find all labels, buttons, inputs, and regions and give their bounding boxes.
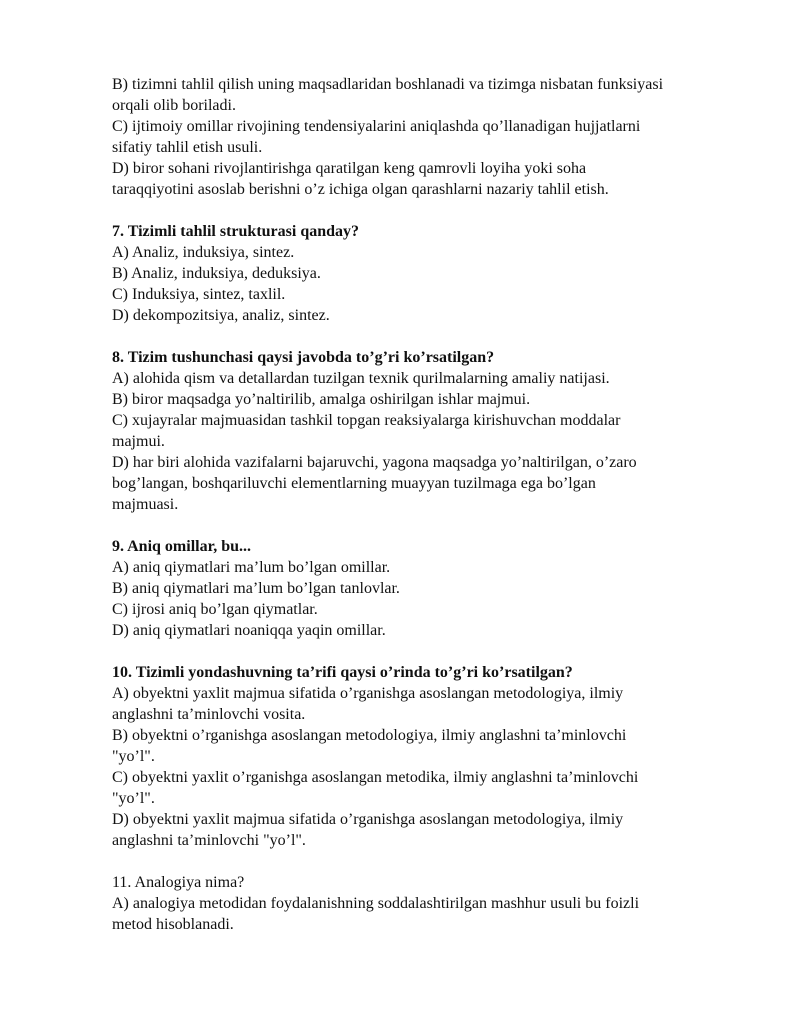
document-page bbox=[112, 74, 752, 935]
answer-line: majmuasi. bbox=[112, 496, 179, 513]
answer-line: sifatiy tahlil etish usuli. bbox=[112, 139, 263, 156]
answer-line: taraqqiyotini asoslab berishni o’z ichiga olgan qarashlarni nazariy tahlil etish. bbox=[112, 181, 609, 198]
answer-line: "yo’l". bbox=[112, 748, 155, 765]
answer-line: orqali olib boriladi. bbox=[112, 97, 236, 114]
answer-line: A) obyektni yaxlit majmua sifatida o’rganishga asoslangan metodologiya, ilmiy bbox=[112, 685, 624, 702]
answer-line: D) obyektni yaxlit majmua sifatida o’rganishga asoslangan metodologiya, ilmiy bbox=[112, 811, 624, 828]
question-9 bbox=[112, 536, 752, 641]
answer-line: C) xujayralar majmuasidan tashkil topgan reaksiyalarga kirishuvchan moddalar bbox=[112, 412, 621, 429]
answer-line: B) tizimni tahlil qilish uning maqsadlaridan boshlanadi va tizimga nisbatan funksiyasi bbox=[112, 76, 664, 93]
question-title: 7. Tizimli tahlil strukturasi qanday? bbox=[112, 223, 360, 240]
answer-line: metod hisoblanadi. bbox=[112, 916, 234, 933]
question-7 bbox=[112, 221, 752, 326]
question-8 bbox=[112, 347, 752, 515]
question-title: 9. Aniq omillar, bu... bbox=[112, 538, 252, 555]
spacer bbox=[112, 326, 752, 347]
answer-line: anglashni ta’minlovchi "yo’l". bbox=[112, 832, 306, 849]
spacer bbox=[112, 851, 752, 872]
answer-line: B) biror maqsadga yo’naltirilib, amalga oshirilgan ishlar majmui. bbox=[112, 391, 531, 408]
answer-line: B) aniq qiymatlari ma’lum bo’lgan tanlovlar. bbox=[112, 580, 400, 597]
spacer bbox=[112, 641, 752, 662]
answer-line: C) Induksiya, sintez, taxlil. bbox=[112, 286, 286, 303]
answer-line: A) Analiz, induksiya, sintez. bbox=[112, 244, 295, 261]
answer-line: A) aniq qiymatlari ma’lum bo’lgan omillar. bbox=[112, 559, 391, 576]
question-11 bbox=[112, 872, 752, 935]
answer-line: D) biror sohani rivojlantirishga qaratilgan keng qamrovli loyiha yoki soha bbox=[112, 160, 587, 177]
answer-line: B) obyektni o’rganishga asoslangan metodologiya, ilmiy anglashni ta’minlovchi bbox=[112, 727, 627, 744]
answer-line: "yo’l". bbox=[112, 790, 155, 807]
answer-line: A) analogiya metodidan foydalanishning soddalashtirilgan mashhur usuli bu foizli bbox=[112, 895, 640, 912]
question-10 bbox=[112, 662, 752, 851]
question-title: 11. Analogiya nima? bbox=[112, 874, 245, 891]
spacer bbox=[112, 515, 752, 536]
answer-line: majmui. bbox=[112, 433, 165, 450]
answer-line: anglashni ta’minlovchi vosita. bbox=[112, 706, 306, 723]
answer-line: A) alohida qism va detallardan tuzilgan texnik qurilmalarning amaliy natijasi. bbox=[112, 370, 610, 387]
answer-line: bog’langan, boshqariluvchi elementlarning muayyan tuzilmaga ega bo’lgan bbox=[112, 475, 596, 492]
answer-line: D) aniq qiymatlari noaniqqa yaqin omillar. bbox=[112, 622, 386, 639]
answer-line: C) ijtimoiy omillar rivojining tendensiyalarini aniqlashda qo’llanadigan hujjatlarni bbox=[112, 118, 641, 135]
intro-answers bbox=[112, 74, 752, 200]
answer-line: D) har biri alohida vazifalarni bajaruvchi, yagona maqsadga yo’naltirilgan, o’zaro bbox=[112, 454, 637, 471]
question-title: 10. Tizimli yondashuvning ta’rifi qaysi o’rinda to’g’ri ko’rsatilgan? bbox=[112, 664, 573, 681]
answer-line: D) dekompozitsiya, analiz, sintez. bbox=[112, 307, 330, 324]
question-title: 8. Tizim tushunchasi qaysi javobda to’g’ri ko’rsatilgan? bbox=[112, 349, 495, 366]
answer-line: B) Analiz, induksiya, deduksiya. bbox=[112, 265, 321, 282]
answer-line: C) obyektni yaxlit o’rganishga asoslangan metodika, ilmiy anglashni ta’minlovchi bbox=[112, 769, 639, 786]
spacer bbox=[112, 200, 752, 221]
answer-line: C) ijrosi aniq bo’lgan qiymatlar. bbox=[112, 601, 318, 618]
